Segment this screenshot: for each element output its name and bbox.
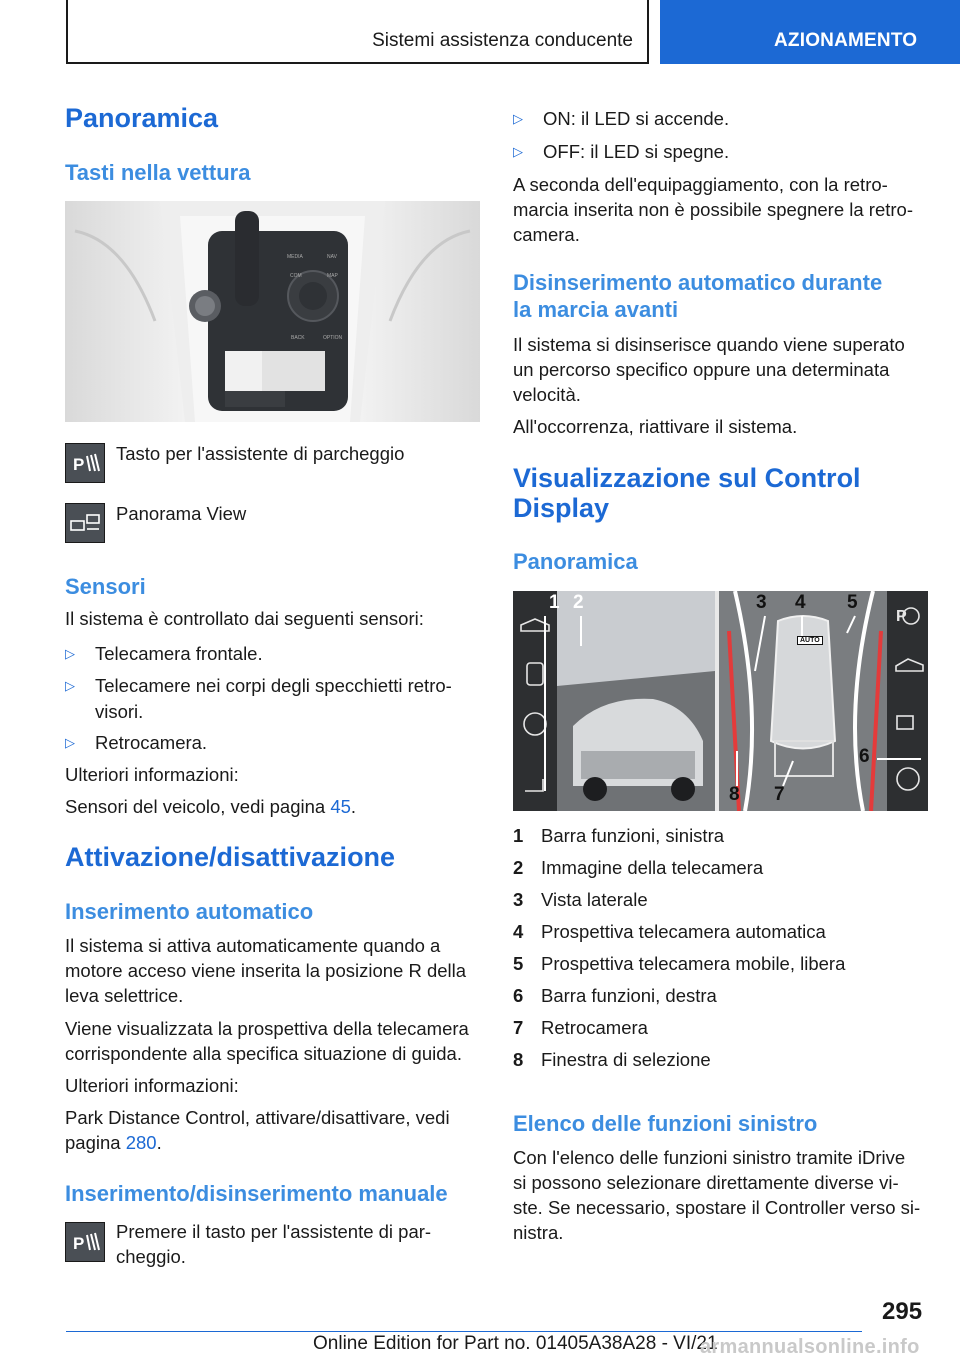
legend-number: 2 bbox=[513, 857, 524, 878]
elenco-text-line: ste. Se necessario, spostare il Controller verso si- bbox=[513, 1197, 921, 1218]
manuale-text-line: cheggio. bbox=[116, 1246, 186, 1267]
legend-text: Barra funzioni, sinistra bbox=[541, 825, 725, 846]
heading-elenco-funzioni: Elenco delle funzioni sinistro bbox=[513, 1111, 818, 1136]
svg-text:P: P bbox=[73, 455, 85, 474]
header-section-box bbox=[66, 0, 649, 64]
panorama-view-label: Panorama View bbox=[116, 503, 247, 524]
console-label-back: BACK bbox=[291, 335, 305, 341]
page-number: 295 bbox=[882, 1298, 923, 1325]
legend-text: Vista laterale bbox=[541, 889, 648, 910]
figure-label: 1 bbox=[549, 592, 560, 613]
figure-label: 8 bbox=[729, 784, 740, 805]
svg-text:P: P bbox=[896, 608, 907, 625]
legend-text: Immagine della telecamera bbox=[541, 857, 764, 878]
legend-number: 7 bbox=[513, 1017, 524, 1038]
elenco-text-line: Con l'elenco delle funzioni sinistro tramite iDrive bbox=[513, 1147, 906, 1168]
header-section-title: Sistemi assistenza conducente bbox=[372, 30, 633, 51]
console-label-com: COM bbox=[290, 273, 302, 279]
riattivare-text: All'occorrenza, riattivare il sistema. bbox=[513, 416, 798, 437]
legend-number: 8 bbox=[513, 1049, 524, 1070]
elenco-text-line: nistra. bbox=[513, 1222, 564, 1243]
ulteriori-info-1: Ulteriori informazioni: bbox=[65, 764, 239, 785]
figure-label: 4 bbox=[795, 592, 806, 613]
console-illustration bbox=[65, 201, 480, 422]
bullet-icon: ▷ bbox=[65, 646, 75, 661]
figure-label: 6 bbox=[859, 746, 870, 767]
svg-text:P: P bbox=[73, 1234, 85, 1253]
parking-assistant-icon bbox=[65, 443, 105, 483]
heading-panoramica: Panoramica bbox=[65, 103, 219, 133]
legend-number: 3 bbox=[513, 889, 524, 910]
pdc-reference-line: Park Distance Control, attivare/disattivare, vedi bbox=[65, 1107, 450, 1128]
footer-edition: Online Edition for Part no. 01405A38A28 - VI/21 bbox=[313, 1333, 718, 1354]
figure-label: 7 bbox=[774, 784, 785, 805]
disinserimento-text-line: un percorso specifico oppure una determinata bbox=[513, 359, 890, 380]
inserimento-text-line: corrispondente alla specifica situazione di guida. bbox=[65, 1043, 462, 1064]
heading-tasti: Tasti nella vettura bbox=[65, 160, 251, 185]
inserimento-text-line: Il sistema si attiva automaticamente quando a bbox=[65, 935, 441, 956]
page-link-280[interactable]: 280 bbox=[125, 1132, 157, 1153]
figure-label: 3 bbox=[756, 592, 767, 613]
header-chapter-title: AZIONAMENTO bbox=[774, 30, 918, 51]
bullet-icon: ▷ bbox=[513, 144, 523, 159]
figure-label: 5 bbox=[847, 592, 858, 613]
bullet-icon: ▷ bbox=[65, 678, 75, 693]
ulteriori-info-2: Ulteriori informazioni: bbox=[65, 1075, 239, 1096]
inserimento-text-line: leva selettrice. bbox=[65, 985, 184, 1006]
inserimento-text-line: Viene visualizzata la prospettiva della telecamera bbox=[65, 1018, 469, 1039]
control-display-illustration bbox=[513, 591, 928, 811]
elenco-text-line: si possono selezionare direttamente diverse vi- bbox=[513, 1172, 899, 1193]
footer-divider bbox=[66, 1331, 862, 1332]
page-link-45[interactable]: 45 bbox=[330, 796, 351, 817]
legend-text: Prospettiva telecamera automatica bbox=[541, 921, 826, 942]
disinserimento-text-line: Il sistema si disinserisce quando viene superato bbox=[513, 334, 905, 355]
legend-number: 1 bbox=[513, 825, 524, 846]
legend-text: Barra funzioni, destra bbox=[541, 985, 717, 1006]
heading-visualizzazione-line: Visualizzazione sul Control bbox=[513, 463, 861, 493]
sensori-intro: Il sistema è controllato dai seguenti sensori: bbox=[65, 608, 424, 629]
parking-assistant-label: Tasto per l'assistente di parcheggio bbox=[116, 443, 405, 464]
console-label-nav: NAV bbox=[327, 254, 337, 260]
parking-assistant-icon bbox=[65, 1222, 105, 1262]
list-item: ▷ Telecamera frontale. bbox=[65, 643, 263, 664]
legend-text: Prospettiva telecamera mobile, libera bbox=[541, 953, 846, 974]
list-item: ▷ Retrocamera. bbox=[65, 732, 208, 753]
console-label-option: OPTION bbox=[323, 335, 343, 341]
legend-number: 5 bbox=[513, 953, 524, 974]
control-display-figure bbox=[513, 591, 928, 811]
equip-text-line: A seconda dell'equipaggiamento, con la retro- bbox=[513, 174, 888, 195]
heading-disinserimento-line: Disinserimento automatico durante bbox=[513, 270, 883, 295]
list-item-continuation: visori. bbox=[95, 701, 144, 722]
heading-panoramica-right: Panoramica bbox=[513, 549, 638, 574]
heading-sensori: Sensori bbox=[65, 574, 146, 599]
console-photo bbox=[65, 201, 480, 422]
inserimento-text-line: motore acceso viene inserita la posizione R della bbox=[65, 960, 467, 981]
legend-text: Retrocamera bbox=[541, 1017, 648, 1038]
pdc-reference-line: pagina 280. bbox=[65, 1132, 162, 1153]
legend-number: 4 bbox=[513, 921, 524, 942]
auto-badge: AUTO bbox=[797, 636, 823, 645]
console-label-media: MEDIA bbox=[287, 254, 303, 260]
heading-disinserimento-line: la marcia avanti bbox=[513, 297, 679, 322]
heading-inserimento-automatico: Inserimento automatico bbox=[65, 899, 314, 924]
figure-label: 2 bbox=[573, 592, 584, 613]
watermark: armannualsonline.info bbox=[700, 1336, 920, 1358]
heading-visualizzazione-line: Display bbox=[513, 493, 610, 523]
legend-number: 6 bbox=[513, 985, 524, 1006]
sensori-reference: Sensori del veicolo, vedi pagina 45. bbox=[65, 796, 357, 817]
header-chapter-tab[interactable] bbox=[660, 0, 960, 64]
heading-attivazione: Attivazione/disattivazione bbox=[65, 842, 396, 872]
list-item: ▷ ON: il LED si accende. bbox=[513, 108, 730, 129]
bullet-icon: ▷ bbox=[65, 735, 75, 750]
manuale-text-line: Premere il tasto per l'assistente di par- bbox=[116, 1221, 432, 1242]
disinserimento-text-line: velocità. bbox=[513, 384, 581, 405]
legend-text: Finestra di selezione bbox=[541, 1049, 711, 1070]
bullet-icon: ▷ bbox=[513, 111, 523, 126]
equip-text-line: marcia inserita non è possibile spegnere la retro- bbox=[513, 199, 914, 220]
equip-text-line: camera. bbox=[513, 224, 580, 245]
list-item: ▷ Telecamere nei corpi degli specchietti retro- bbox=[65, 675, 452, 696]
panorama-view-icon bbox=[65, 503, 105, 543]
list-item: ▷ OFF: il LED si spegne. bbox=[513, 141, 730, 162]
heading-inserimento-manuale: Inserimento/disinserimento manuale bbox=[65, 1181, 448, 1206]
console-label-map: MAP bbox=[327, 273, 338, 279]
